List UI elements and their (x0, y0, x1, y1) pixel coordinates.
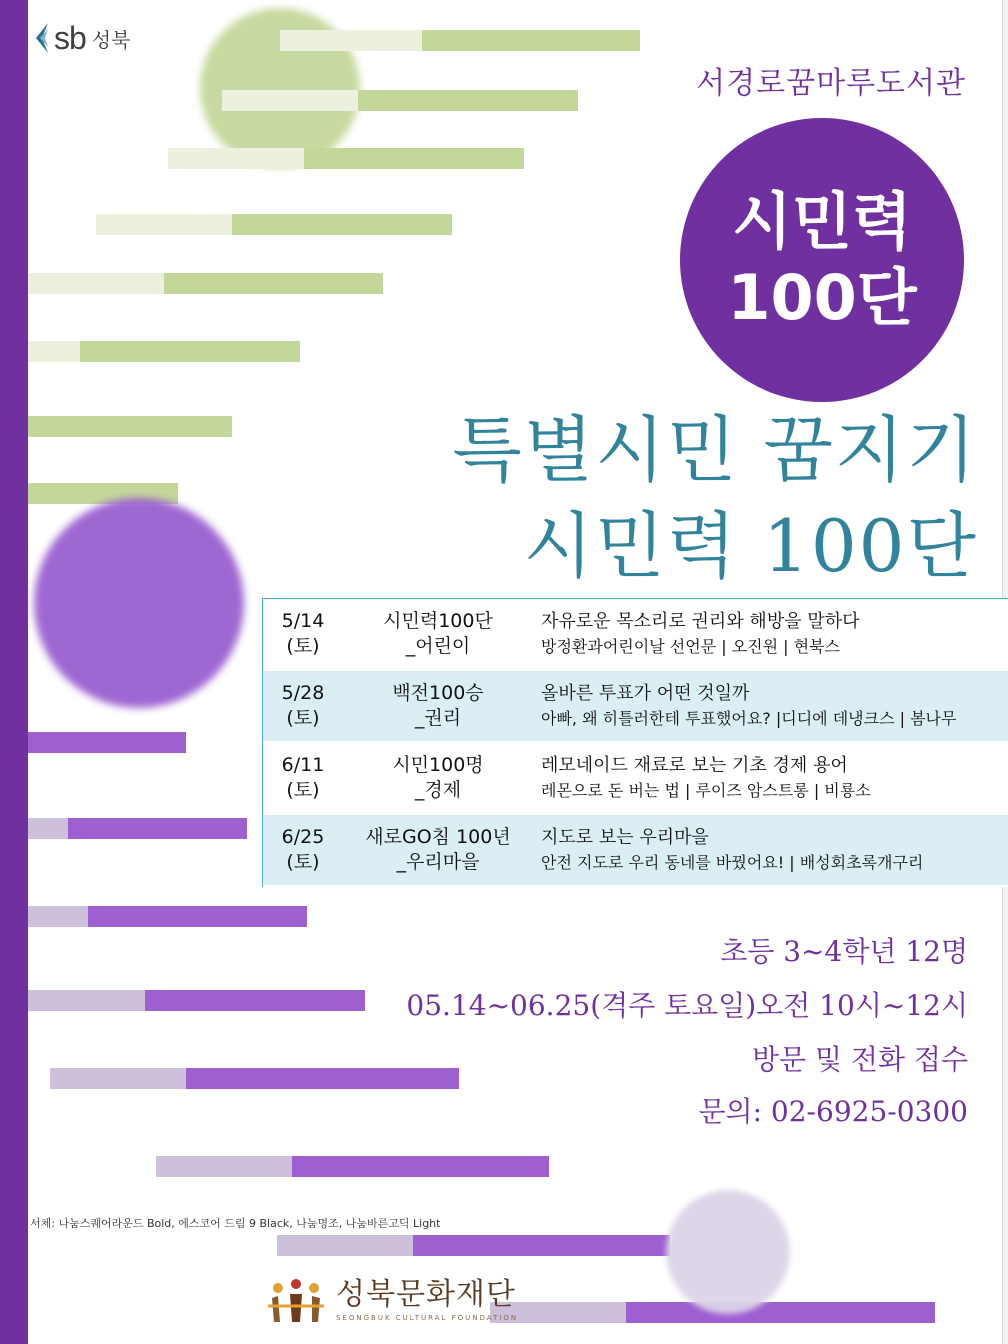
purple-circle-decoration (34, 498, 244, 708)
bar-decoration (292, 1156, 549, 1177)
bar-decoration (164, 273, 383, 294)
bar-decoration (28, 906, 88, 927)
program-period: 05.14~06.25(격주 토요일)오전 10시~12시 (406, 989, 968, 1022)
program-badge (680, 118, 964, 402)
bar-decoration (232, 214, 452, 235)
badge-line1: 시민력 (732, 185, 912, 258)
bar-decoration (88, 906, 307, 927)
foundation-english-name: SEONGBUK CULTURAL FOUNDATION (336, 1314, 519, 1322)
bar-decoration (96, 214, 232, 235)
session-description: 올바른 투표가 어떤 것일까 아빠, 왜 히틀러한테 투표했어요? |디디에 데냉크스 | 봄나무 (541, 683, 957, 728)
foundation-text (336, 1277, 519, 1322)
session-topic: 백전100승 _권리 (392, 682, 484, 729)
foundation-name: 성북문화재단 (336, 1277, 516, 1312)
bar-decoration (156, 1156, 292, 1177)
schedule-row (263, 599, 1008, 671)
schedule-row (263, 743, 1008, 815)
bar-decoration (186, 1068, 459, 1089)
foundation-logo (264, 1276, 518, 1326)
bar-decoration (358, 90, 578, 111)
bar-decoration (28, 273, 164, 294)
bar-decoration (304, 148, 524, 169)
bar-decoration (28, 818, 68, 839)
bar-decoration (280, 30, 422, 51)
session-topic: 시민100명 _경제 (392, 754, 484, 801)
schedule-row (263, 815, 1008, 887)
foundation-emblem-icon (264, 1276, 328, 1326)
session-date: 6/11 (토) (281, 754, 325, 801)
headline-line2: 시민력 100단 (523, 504, 978, 588)
bar-decoration (28, 990, 145, 1011)
bar-decoration (277, 1235, 413, 1256)
bar-decoration (80, 341, 300, 362)
bar-decoration (28, 416, 232, 437)
session-description: 지도로 보는 우리마을 안전 지도로 우리 동네를 바꿨어요! | 배성회초록개구리 (541, 827, 924, 872)
logo-district-text: 성북 (91, 27, 131, 52)
bar-decoration (50, 1068, 186, 1089)
session-description: 자유로운 목소리로 권리와 해방을 말하다 방정환과어린이날 선언문 | 오진원 | 현북스 (541, 611, 860, 656)
signup-method: 방문 및 전화 접수 (751, 1043, 968, 1076)
session-topic: 새로GO침 100년 _우리마을 (365, 826, 511, 873)
bar-decoration (413, 1235, 670, 1256)
bar-decoration (626, 1302, 935, 1323)
headline-line1: 특별시민 꿈지기 (452, 408, 978, 492)
bar-decoration (422, 30, 640, 51)
font-credits: 서체: 나눔스퀘어라운드 Bold, 에스코어 드림 9 Black, 나눔명조, 나눔바른고딕 Light (30, 1217, 441, 1230)
sb-logo (34, 22, 130, 54)
bar-decoration (145, 990, 365, 1011)
session-description: 레모네이드 재료로 보는 기초 경제 용어 레몬으로 돈 버는 법 | 루이즈 암스트롱 | 비룡소 (541, 755, 871, 800)
bar-decoration (28, 732, 186, 753)
logo-mark-text: sb (54, 20, 86, 56)
session-date: 5/28 (토) (281, 682, 325, 729)
bar-decoration (168, 148, 304, 169)
bar-decoration (222, 90, 358, 111)
library-name: 서경로꿈마루도서관 (696, 66, 966, 101)
left-rail (0, 0, 28, 1344)
contact-phone: 문의: 02-6925-0300 (698, 1095, 968, 1128)
schedule-table (262, 598, 1008, 887)
sb-logo-icon (34, 23, 50, 53)
target-audience: 초등 3~4학년 12명 (720, 935, 968, 968)
badge-line2: 100단 (727, 261, 917, 334)
bar-decoration (68, 818, 247, 839)
session-topic: 시민력100단 _어린이 (383, 610, 493, 657)
lilac-circle-decoration (666, 1190, 790, 1314)
bar-decoration (28, 341, 80, 362)
schedule-row (263, 671, 1008, 743)
session-date: 6/25 (토) (281, 826, 325, 873)
session-date: 5/14 (토) (281, 610, 325, 657)
